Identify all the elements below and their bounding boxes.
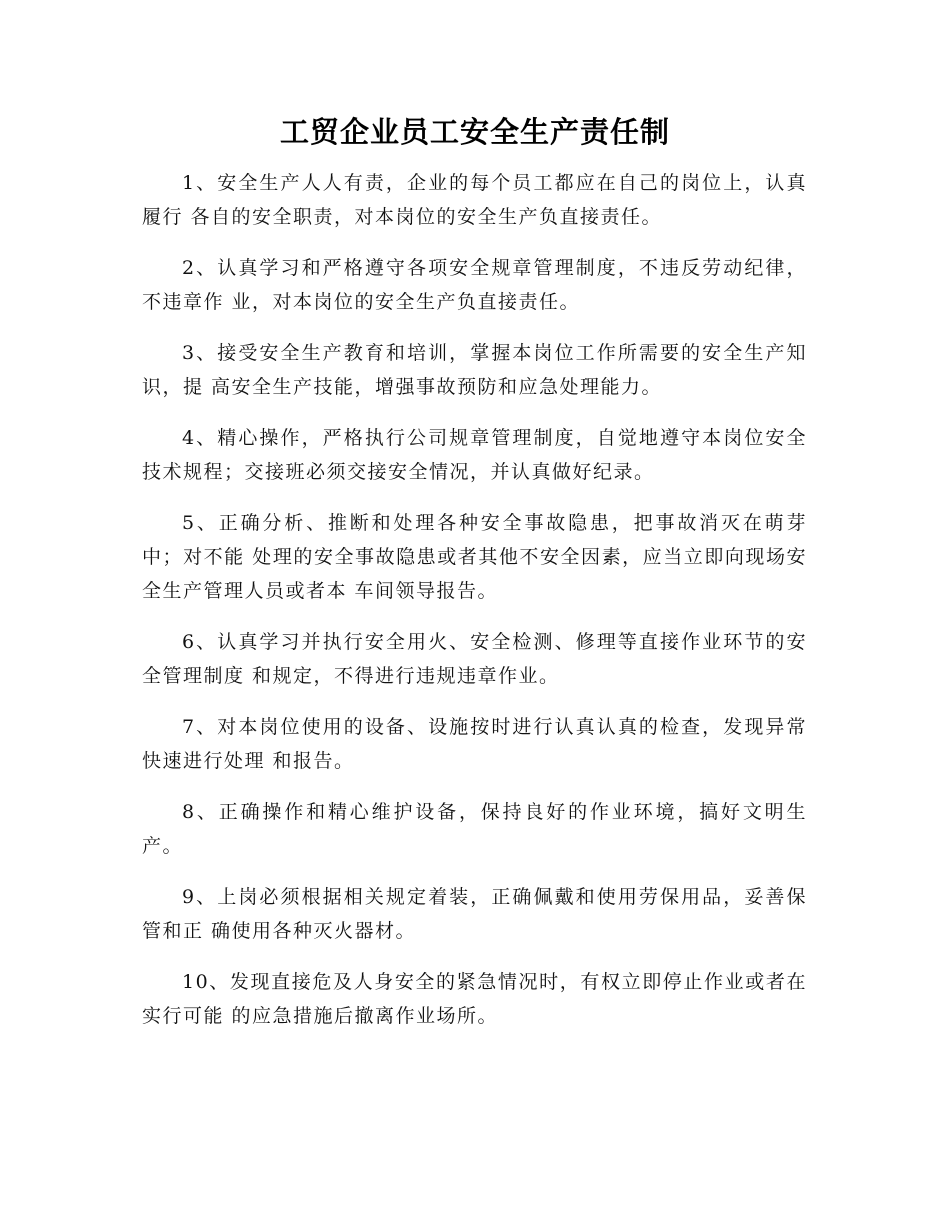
clause-4: 4、精心操作，严格执行公司规章管理制度，自觉地遵守本岗位安全技术规程；交接班必须交接安全情况，并认真做好纪录。 xyxy=(142,427,807,483)
clause-3: 3、接受安全生产教育和培训，掌握本岗位工作所需要的安全生产知识，提 高安全生产技能，增强事故预防和应急处理能力。 xyxy=(142,342,807,398)
clause-10: 10、发现直接危及人身安全的紧急情况时，有权立即停止作业或者在实行可能 的应急措施后撤离作业场所。 xyxy=(142,971,807,1027)
clause-6: 6、认真学习并执行安全用火、安全检测、修理等直接作业环节的安全管理制度 和规定，不得进行违规违章作业。 xyxy=(142,631,807,687)
clause-5: 5、正确分析、推断和处理各种安全事故隐患，把事故消灭在萌芽中；对不能 处理的安全事故隐患或者其他不安全因素，应当立即向现场安全生产管理人员或者本 车间领导报告。 xyxy=(142,512,807,602)
clause-1: 1、安全生产人人有责，企业的每个员工都应在自己的岗位上，认真履行 各自的安全职责，对本岗位的安全生产负直接责任。 xyxy=(142,172,807,228)
clause-7: 7、对本岗位使用的设备、设施按时进行认真认真的检查，发现异常快速进行处理 和报告。 xyxy=(142,716,807,772)
clause-8: 8、正确操作和精心维护设备，保持良好的作业环境，搞好文明生产。 xyxy=(142,801,807,857)
clause-2: 2、认真学习和严格遵守各项安全规章管理制度，不违反劳动纪律，不违章作 业，对本岗位的安全生产负直接责任。 xyxy=(142,257,807,313)
clause-list xyxy=(142,166,807,1050)
document-title: 工贸企业员工安全生产责任制 xyxy=(279,115,670,149)
clause-9: 9、上岗必须根据相关规定着装，正确佩戴和使用劳保用品，妥善保管和正 确使用各种灭火器材。 xyxy=(142,886,807,942)
